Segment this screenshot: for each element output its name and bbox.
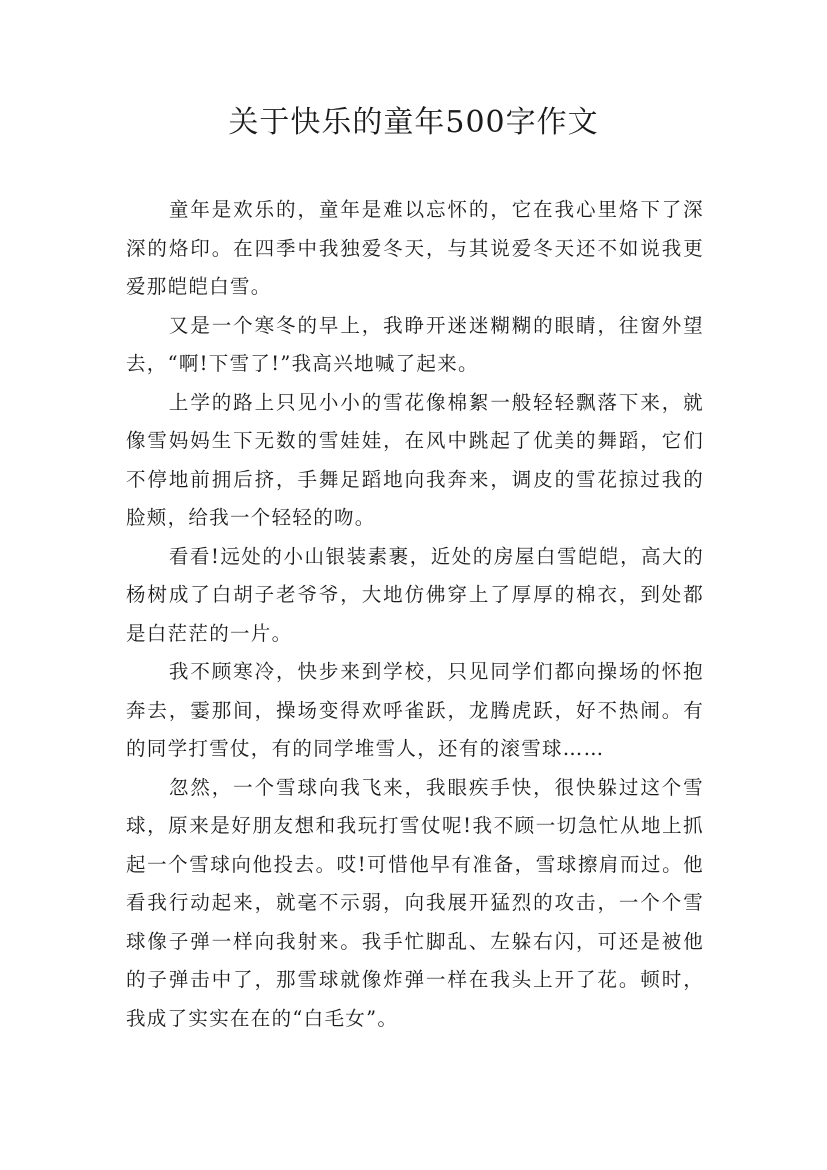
paragraph-1: 童年是欢乐的，童年是难以忘怀的，它在我心里烙下了深深的烙印。在四季中我独爱冬天，与其说爱冬天还不如说我更爱那皑皑白雪。: [126, 198, 704, 298]
paragraph-5: 我不顾寒冷，快步来到学校，只见同学们都向操场的怀抱奔去，霎那间，操场变得欢呼雀跃，龙腾虎跃，好不热闹。有的同学打雪仗，有的同学堆雪人，还有的滚雪球……: [126, 660, 704, 760]
paragraph-2: 又是一个寒冬的早上，我睁开迷迷糊糊的眼睛，往窗外望去，“啊!下雪了!”我高兴地喊了起来。: [126, 313, 704, 375]
paragraph-3: 上学的路上只见小小的雪花像棉絮一般轻轻飘落下来，就像雪妈妈生下无数的雪娃娃，在风中跳起了优美的舞蹈，它们不停地前拥后挤，手舞足蹈地向我奔来，调皮的雪花掠过我的脸颊，给我一个轻轻的吻。: [126, 390, 704, 529]
paragraph-4: 看看!远处的小山银装素裹，近处的房屋白雪皑皑，高大的杨树成了白胡子老爷爷，大地仿佛穿上了厚厚的棉衣，到处都是白茫茫的一片。: [126, 544, 704, 645]
document-body: [126, 191, 704, 1038]
paragraph-6: 忽然，一个雪球向我飞来，我眼疾手快，很快躲过这个雪球，原来是好朋友想和我玩打雪仗呢!我不顾一切急忙从地上抓起一个雪球向他投去。哎!可惜他早有准备，雪球擦肩而过。他看我行动起来，就毫不示弱，向我展开猛烈的攻击，一个个雪球像子弹一样向我射来。我手忙脚乱、左躲右闪，可还是被他的子弹击中了，那雪球就像炸弹一样在我头上开了花。顿时，我成了实实在在的“白毛女”。: [126, 775, 704, 1030]
document-title: 关于快乐的童年500字作文: [228, 105, 599, 140]
